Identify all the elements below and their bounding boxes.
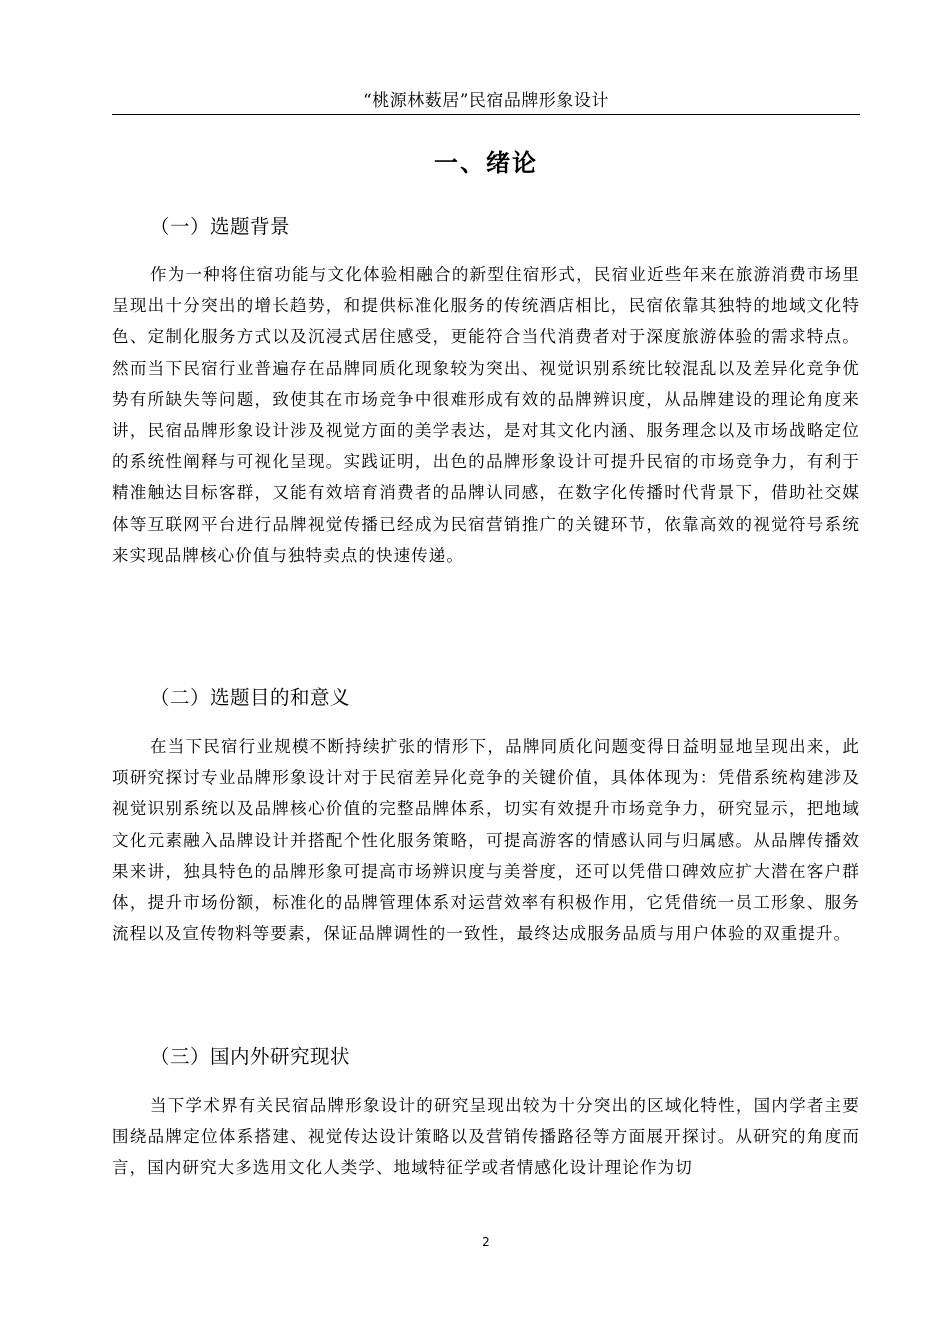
- section-heading-background: （一）选题背景: [150, 215, 291, 238]
- section-paragraph-purpose: 在当下民宿行业规模不断持续扩张的情形下，品牌同质化问题变得日益明显地呈现出来，此项研究探讨专业品牌形象设计对于民宿差异化竞争的关键价值，具体体现为：凭借系统构建涉及视觉识别系统以及品牌核心价值的完整品牌体系，切实有效提升市场竞争力，研究显示，把地域文化元素融入品牌设计并搭配个性化服务策略，可提高游客的情感认同与归属感。从品牌传播效果来讲，独具特色的品牌形象可提高市场辨识度与美誉度，还可以凭借口碑效应扩大潜在客户群体，提升市场份额，标准化的品牌管理体系对运营效率有积极作用，它凭借统一员工形象、服务流程以及宣传物料等要素，保证品牌调性的一致性，最终达成服务品质与用户体验的双重提升。: [112, 737, 860, 944]
- chapter-title: 一、绪论: [434, 149, 538, 177]
- header-divider: [112, 114, 860, 115]
- section-heading-research-status: （三）国内外研究现状: [150, 1045, 351, 1068]
- running-header: “桃源林薮居”民宿品牌形象设计: [363, 91, 609, 111]
- section-heading-purpose: （二）选题目的和意义: [150, 686, 351, 709]
- section-paragraph-research-status: 当下学术界有关民宿品牌形象设计的研究呈现出较为十分突出的区域化特性，国内学者主要围绕品牌定位体系搭建、视觉传达设计策略以及营销传播路径等方面展开探讨。从研究的角度而言，国内研究大多选用文化人类学、地域特征学或者情感化设计理论作为切: [112, 1096, 860, 1178]
- page-number: 2: [482, 1235, 490, 1249]
- section-paragraph-background: 作为一种将住宿功能与文化体验相融合的新型住宿形式，民宿业近些年来在旅游消费市场里呈现出十分突出的增长趋势，和提供标准化服务的传统酒店相比，民宿依靠其独特的地域文化特色、定制化服务方式以及沉浸式居住感受，更能符合当代消费者对于深度旅游体验的需求特点。然而当下民宿行业普遍存在品牌同质化现象较为突出、视觉识别系统比较混乱以及差异化竞争优势有所缺失等问题，致使其在市场竞争中很难形成有效的品牌辨识度，从品牌建设的理论角度来讲，民宿品牌形象设计涉及视觉方面的美学表达，是对其文化内涵、服务理念以及市场战略定位的系统性阐释与可视化呈现。实践证明，出色的品牌形象设计可提升民宿的市场竞争力，有利于精准触达目标客群，又能有效培育消费者的品牌认同感，在数字化传播时代背景下，借助社交媒体等互联网平台进行品牌视觉传播已经成为民宿营销推广的关键环节，依靠高效的视觉符号系统来实现品牌核心价值与独特卖点的快速传递。: [112, 265, 860, 565]
